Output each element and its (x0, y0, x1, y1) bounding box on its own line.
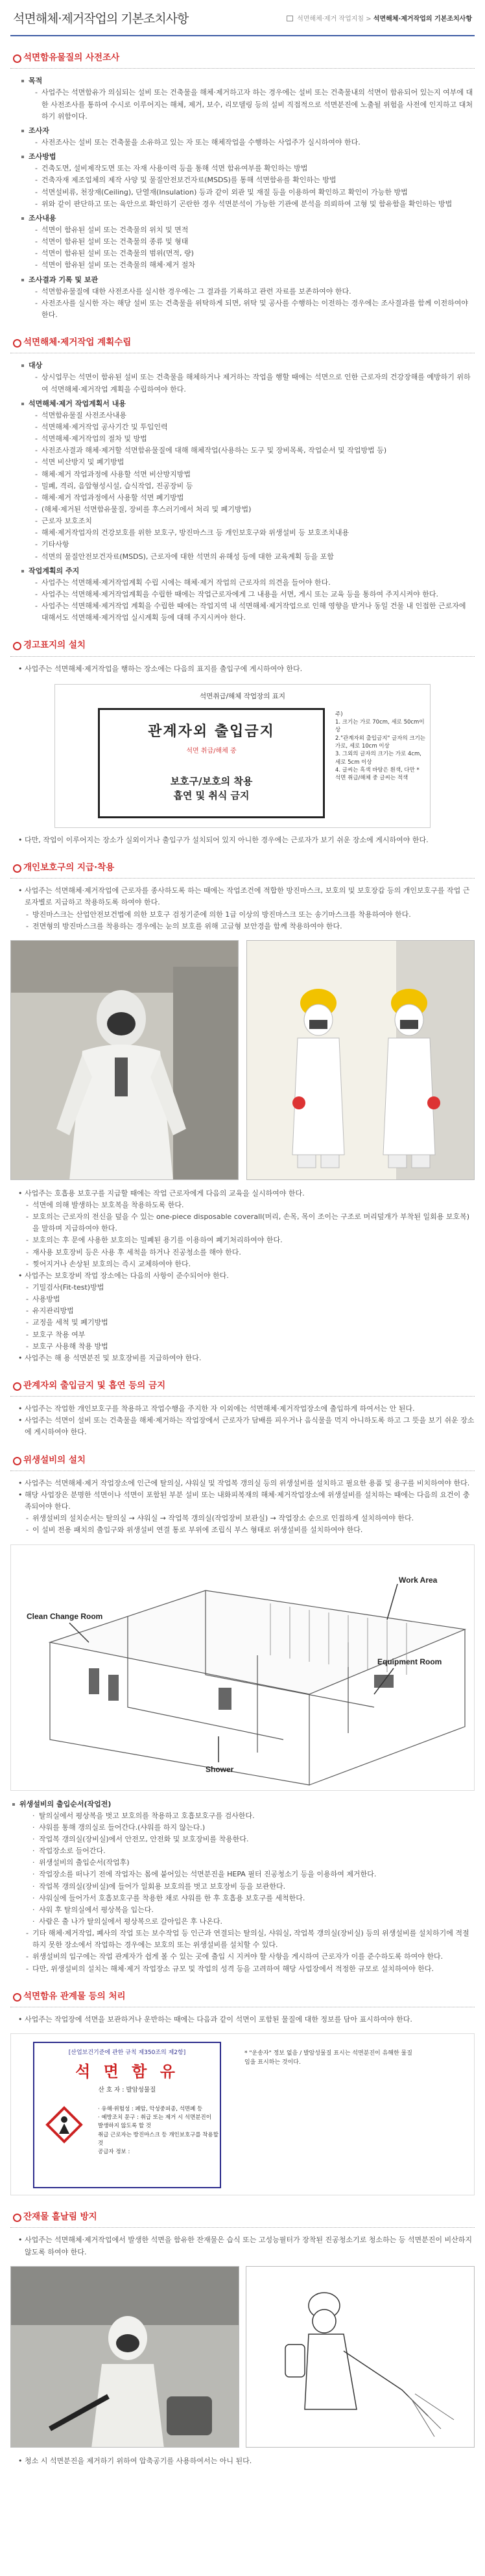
label-top: [산업보건기준에 관한 규칙 제350조의 제2항] (68, 2050, 186, 2057)
list-item: - 유지관리방법 (26, 1305, 475, 1317)
list-item: · 작업장소를 떠나기 전에 작업자는 몸에 붙어있는 석면분진을 HEPA 필터 진공청소기 등을 이용하여 제거한다. (32, 1869, 475, 1880)
breadcrumb: 석면해체·제거 작업지침 > 석면해체·제거작업의 기본조치사항 (287, 14, 472, 25)
label-work-area: Work Area (399, 1575, 438, 1585)
note: 4. 글씨는 흑색 바탕은 흰색, 다만 * 석면 취급/해체 중 글씨는 적색 (335, 767, 420, 782)
list-item: · 작업복 갱의실(장비실)에서 안전모, 안전화 및 보호장비를 착용한다. (32, 1834, 475, 1845)
warning-sign-figure (54, 684, 431, 828)
list-item: - 사용방법 (26, 1294, 475, 1305)
ppe-worker-photo (10, 940, 239, 1180)
list-item: · 작업장소로 들어간다. (32, 1845, 475, 1857)
list-item: - 석면설비류, 천장재(Ceiling), 단열재(Insulation) 등과 같이 외관 및 재질 등을 이용하여 확인하고 확인이 가능한 방법 (35, 187, 475, 198)
subheading: 위생설비의 출입순서(작업전) (10, 1799, 475, 1810)
section-access (10, 1378, 475, 1439)
list-item: - 석면함유물질에 대한 사전조사를 실시한 경우에는 그 결과를 기록하고 관련 자료를 보존하여야 한다. (35, 286, 475, 298)
subheading: 대상 (19, 360, 475, 372)
ppe-workers-illustration (246, 940, 475, 1180)
list-item: - 전면형의 방진마스크를 착용하는 경우에는 눈의 보호를 위해 고글형 보안경을 함께 착용하여야 한다. (26, 921, 475, 932)
label-row: · 예방조치 문구 : 취급 또는 제거 시 석면분진이 (98, 2114, 211, 2121)
label-shower: Shower (206, 1764, 234, 1774)
sign-line: 보호구/보호의 착용 (170, 775, 253, 787)
sign-notes (335, 711, 426, 783)
paragraph: • 사업주는 보호장비 작업 장소에는 다음의 사항이 준수되어야 한다. (10, 1270, 475, 1282)
list-item: - 석면 비산방지 및 폐기방법 (35, 456, 475, 468)
label-sub: 산 호 자 : 발암성물질 (98, 2086, 156, 2094)
list-item: - 찢어지거나 손상된 보호의는 즉시 교체하여야 한다. (26, 1258, 475, 1270)
list-item: - 재사용 보호장비 등은 사용 후 세척을 하거나 진공청소를 해야 한다. (26, 1247, 475, 1258)
paragraph: • 사업주는 석면해체·제거 작업장소에 인근에 탈의실, 샤워실 및 작업복 갱의실 등의 위생설비를 설치하고 필요한 용품 및 용구를 비치하여야 한다. (10, 1478, 475, 1489)
sign-main-text: 관계자외 출입금지 (148, 723, 275, 740)
notes-title: 주) (335, 711, 343, 718)
list-item: - 기밀검사(Fit-test)방법 (26, 1282, 475, 1294)
list-item: - 위생설비의 설치순서는 탈의실 → 샤워실 → 작업복 갱의실(작업장비 보관실) → 작업장소 순으로 인접하게 설치하여야 한다. (26, 1513, 475, 1524)
sign-line: 흡연 및 취식 금지 (173, 790, 250, 802)
list-item: - (해체·제거된 석면함유물질, 장비를 후스러기에서 처리 및 폐기방법) (35, 504, 475, 515)
section-hygiene (10, 1453, 475, 1975)
paragraph: • 사업주는 호흡용 보호구를 지급할 때에는 작업 근로자에게 다음의 교육을 실시하여야 한다. (10, 1188, 475, 1199)
list-item: · 작업복 갱의실(장비실)에 들어가 일회용 보호의를 벗고 보호장비 등을 보관한다. (32, 1881, 475, 1893)
warning-sign (98, 708, 325, 818)
bullet-list (19, 87, 475, 122)
list-item: - 건축도면, 설비제작도면 또는 자재 사용이력 등을 통해 석면 함유여부를 확인하는 방법 (35, 163, 475, 174)
list-item: - 석면이 함유된 설비 또는 건축물의 위치 및 면적 (35, 224, 475, 236)
paragraph: • 해당 사업장은 분명한 석면이나 석면이 포함된 부분 설비 또는 내화피복재의 해체·제거작업장소에 위생설비를 설치하는 때에는 다음의 요건이 충족되어야 한다. (10, 1489, 475, 1513)
breadcrumb-item[interactable]: 석면해체·제거 작업지침 (297, 16, 364, 23)
section-label (10, 1989, 475, 2195)
section-dust (10, 2210, 475, 2467)
list-item: - 해체·제거 작업과정에 사용할 석면 비산방지방법 (35, 469, 475, 480)
paragraph: • 청소 시 석면분진을 제거하기 위하여 압축공기를 사용하여서는 아니 된다. (10, 2455, 475, 2467)
list-item: - 보호의는 근로자의 전신을 덮을 수 있는 one-piece disposable coverall(머리, 손목, 목이 조이는 구조로 머리덮개가 부착된 일회용 보호복)을 말하며 지급하여야 한다. (26, 1211, 475, 1235)
list-item: - 보호구 사용해 착용 방법 (26, 1341, 475, 1353)
section-ppe (10, 860, 475, 1364)
label-row: 발생하지 않도록 할 것 (98, 2123, 152, 2130)
vacuum-cleaning-photo (10, 2266, 239, 2448)
hazard-diamond-icon (45, 2105, 84, 2144)
breadcrumb-current: 석면해체·제거작업의 기본조치사항 (373, 16, 472, 23)
list-item: - 해체·제거작업자의 건강보호를 위한 보호구, 방진마스크 등 개인보호구와 위생설비 등 보호조치내용 (35, 527, 475, 539)
list-item: · 샤워를 통해 갱의실로 들어간다.(샤워를 하지 않는다.) (32, 1822, 475, 1834)
bullet-list (19, 410, 475, 563)
list-item: - 교정을 세척 및 폐기방법 (26, 1317, 475, 1329)
label-clean-room: Clean Change Room (27, 1611, 103, 1621)
list-item: - 근로자 보호조치 (35, 515, 475, 527)
list-item: - 방진마스크는 산업안전보건법에 의한 보호구 검정기준에 의한 1급 이상의 방진마스크 또는 송기마스크를 착용하여야 한다. (26, 909, 475, 921)
bullet-list (19, 577, 475, 624)
section-title: 경고표지의 설치 (10, 638, 475, 656)
label-row: · 유해·위험성 : 폐암, 악성중피종, 석면폐 등 (98, 2106, 203, 2113)
bullet-list (19, 286, 475, 321)
list-item: - 석면이 함유된 설비 또는 건축물의 범위(면적, 량) (35, 248, 475, 259)
list-item: - 석면이 함유된 설비 또는 건축물의 종류 및 형태 (35, 236, 475, 248)
list-item: - 위생설비의 입구에는 작업 관계자가 쉽게 볼 수 있는 곳에 출입 시 지켜야 할 사항을 게시하여 근로자가 이를 준수하도록 하여야 한다. (26, 1951, 475, 1963)
paragraph: • 사업주는 석면해체·제거작업에 근로자를 종사하도록 하는 때에는 작업조건에 적합한 방진마스크, 보호의 및 보호장갑 등의 개인보호구를 작업 근로자별로 지급하고 착용하도록 하여야 한다. (10, 885, 475, 908)
list-item: · 샤워 후 탈의실에서 평상복을 입는다. (32, 1904, 475, 1916)
list-item: - 해체·제거 작업과정에서 사용할 석면 폐기방법 (35, 492, 475, 504)
list-item: - 사업주는 석면해체·제거작업 계획을 수립한 때에는 작업지역 내 석면해체·제거작업으로 인해 영향을 받거나 동일 건물 내 인접한 근로자에 대해서도 석면해체·제거작업 실시계획 등에 대해 주지시켜야 한다. (35, 600, 475, 624)
section-plan (10, 335, 475, 624)
list-item: - 기타사항 (35, 539, 475, 550)
list-item: - 사전조사를 실시한 자는 해당 설비 또는 건축물을 위탁하게 되면, 위탁 및 공사를 수행하는 이전하는 경우에는 조사결과를 함께 이전하여야 한다. (35, 298, 475, 321)
paragraph: • 사업주는 작업한 개인보호구를 착용하고 작업수행을 주지한 자 이외에는 석면해체·제거작업장소에 출입하게 하여서는 안 된다. (10, 1403, 475, 1415)
list-item: - 사업주는 석면해체·제거작업계획 수립 시에는 해체·제거 작업의 근로자의 의견을 들어야 한다. (35, 577, 475, 589)
bullet-list (19, 163, 475, 210)
bullet-list (19, 137, 475, 148)
list-item: - 건축자재 제조업체의 제작 사양 및 물질안전보건자료(MSDS)를 통해 석면함유를 확인하는 방법 (35, 174, 475, 186)
list-item: - 석면이 함유된 설비 또는 건축물의 해체·제거 절차 (35, 259, 475, 271)
list-item: - 다만, 위생설비의 설치는 해체·제거 작업장소 규모 및 작업의 성격 등을 고려하여 해당 사업장에서 적정한 규모로 설치하여야 한다. (26, 1963, 475, 1975)
section-title: 잔재물 흩날림 방지 (10, 2210, 475, 2228)
section-title: 석면함유 관계물 등의 처리 (10, 1989, 475, 2007)
decontamination-diagram (10, 1544, 475, 1791)
section-warning-sign (10, 638, 475, 846)
list-item: - 사업주는 석면해체·제거작업계획을 수립한 때에는 작업근로자에게 그 내용을 서면, 게시 또는 교육 등을 통하여 주지시켜야 한다. (35, 589, 475, 600)
subheading: 조사결과 기록 및 보관 (19, 274, 475, 286)
paragraph: • 사업주는 석면해체·제거작업에서 발생한 석면을 함유한 잔재물은 습식 또는 고성능필터가 장착된 진공청소기로 청소하는 등 석면분진이 비산하지 않도록 하여야 한다. (10, 2234, 475, 2258)
list-item: - 사업주는 석면함유가 의심되는 설비 또는 건축물을 해체·제거하고자 하는 경우에는 설비 또는 건축물내의 석면이 함유되어 있는지 여부에 대한 사전조사를 통하여 수시로 이루어지는 해체, 제거, 보수, 리모델링 등의 설비 직접적으로 석면분진에 노출될 위험을 사전에 인지하고 대처하기 위함이다. (35, 87, 475, 122)
list-item: - 사전조사는 설비 또는 건축물을 소유하고 있는 자 또는 해체작업을 수행하는 사업주가 실시하여야 한다. (35, 137, 475, 148)
section-title: 위생설비의 설치 (10, 1453, 475, 1471)
list-item: - 보호구 착용 여부 (26, 1329, 475, 1341)
list-item: - 상시업무는 석면이 함유된 설비 또는 건축물을 해체하거나 제거하는 작업을 행할 때에는 석면으로 인한 근로자의 건강장해를 예방하기 위하여 석면해체·제거작업 계획을 수립하여야 한다. (35, 372, 475, 395)
page-header (10, 0, 475, 36)
list-item: - 이 설비 전용 패치의 출입구와 위생설비 연결 통로 부위에 조립식 부스 형태로 위생설비를 설치하여야 한다. (26, 1524, 475, 1536)
subheading: 조사자 (19, 125, 475, 137)
paragraph: • 사업주는 석면이 설비 또는 건축물을 해체·제거하는 작업장에서 근로자가 담배를 피우거나 음식물을 먹지 아니하도록 하고 그 뜻을 보기 쉬운 장소에 게시하여야 한다. (10, 1415, 475, 1438)
subheading: 조사내용 (19, 213, 475, 224)
subheading: 조사방법 (19, 151, 475, 163)
section-title: 석면함유물질의 사전조사 (10, 51, 475, 69)
list-item: - 석면에 의해 발생하는 보호복을 착용하도록 한다. (26, 1199, 475, 1211)
figure-caption: 석면취급/해체 작업장의 표지 (200, 692, 285, 700)
label-main: 석 면 함 유 (75, 2062, 179, 2081)
list-item: · 위생설비의 출입순서(작업후) (32, 1857, 475, 1869)
bullet-list (19, 372, 475, 395)
section-title: 석면해체·제거작업 계획수립 (10, 335, 475, 353)
subheading: 작업계획의 주지 (19, 565, 475, 577)
label-note: * "운송자" 정보 없음 / 발암성물질 표시는 석면분진이 유해한 물질임을 표시하는 것이다. (244, 2050, 412, 2066)
bullet-list (19, 224, 475, 272)
page-title: 석면해체·제거작업의 기본조치사항 (13, 12, 189, 26)
list-item: - 석면함유물질 사전조사내용 (35, 410, 475, 421)
sign-sub-text: 석면 취급/해체 중 (186, 748, 237, 755)
note: 3. 그외의 글자의 크기는 가로 4cm, 세로 5cm 이상 (335, 751, 422, 766)
list-item: - 석면해체·제거작업의 절차 및 방법 (35, 433, 475, 445)
label-company: 공급자 정보 : (98, 2148, 130, 2155)
section-title: 관계자외 출입금지 및 흡연 등의 금지 (10, 1378, 475, 1397)
list-item: · 샤워실에 들어가서 호흡보호구를 착용한 채로 샤워를 한 후 호흡용 보호구를 세척한다. (32, 1893, 475, 1904)
section-survey (10, 51, 475, 321)
list-item: - 사전조사결과 해체·제거할 석면함유물질에 대해 해체작업(사용하는 도구 및 장비목록, 작업순서 및 작업방법 등) (35, 445, 475, 456)
list-item: - 석면의 물질안전보건자료(MSDS), 근로자에 대한 석면의 유해성 등에 대한 교육계획 등을 포함 (35, 551, 475, 563)
home-icon[interactable] (287, 16, 293, 21)
list-item: · 탈의실에서 평상복을 벗고 보호의를 착용하고 호흡보호구를 검사한다. (32, 1810, 475, 1822)
note: 1. 크기는 가로 70cm, 세로 50cm이상 (335, 719, 425, 734)
asbestos-label-figure (10, 2033, 475, 2195)
paragraph: • 사업주는 작업장에 석면을 보관하거나 운반하는 때에는 다음과 같이 석면이 포함된 물질에 대한 정보를 담아 표시하여야 한다. (10, 2014, 475, 2026)
list-item: - 밀폐, 격리, 음압형성시설, 습식작업, 진공장비 등 (35, 480, 475, 492)
list-item: - 보호의는 후 문에 사용한 보호의는 밀폐된 용기를 이용하여 폐기처리하여야 한다. (26, 1235, 475, 1246)
list-item: · 사람은 출 나가 탈의실에서 평상복으로 갈아입은 후 나온다. (32, 1916, 475, 1928)
subheading: 목적 (19, 75, 475, 87)
paragraph: • 사업주는 석면해체·제거작업을 행하는 장소에는 다음의 표지를 출입구에 게시하여야 한다. (10, 663, 475, 675)
label-equipment-room: Equipment Room (377, 1657, 442, 1666)
section-title: 개인보호구의 지급·착용 (10, 860, 475, 879)
note: 2."관계자외 출입금지" 글자의 크기는 가로, 세로 10cm 이상 (335, 735, 425, 750)
paragraph: • 다만, 작업이 이루어지는 장소가 실외이거나 출입구가 설치되어 있지 아니한 경우에는 근로자가 보기 쉬운 장소에 게시하여야 한다. (10, 834, 475, 846)
wet-cleaning-illustration (246, 2266, 475, 2448)
paragraph: • 사업주는 해 용 석면분진 및 보호장비를 지급하여야 한다. (10, 1353, 475, 1364)
list-item: - 기타 해체·제거작업, 폐사의 작업 또는 보수작업 등 인근과 연결되는 탈의실, 샤워실, 작업복 갱의실(장비실) 등의 위생설비를 설치하기에 적절하지 못한 장소에서 작업하는 경우에는 보호의 또는 위생설비를 설치할 수 있다. (26, 1928, 475, 1951)
list-item: - 석면해체·제거작업 공사기간 및 투입인력 (35, 421, 475, 433)
subheading: 석면해체·제거 작업계획서 내용 (19, 398, 475, 410)
asbestos-label (33, 2042, 221, 2188)
list-item: - 위와 같이 판단하고 또는 육안으로 확인하기 곤란한 경우 석면분석이 가능한 기관에 분석을 의뢰하여 고형 및 함유함을 확인하는 방법 (35, 198, 475, 210)
label-row: 취급 근로자는 방진마스크 등 개인보호구를 착용할 것 (98, 2131, 219, 2147)
